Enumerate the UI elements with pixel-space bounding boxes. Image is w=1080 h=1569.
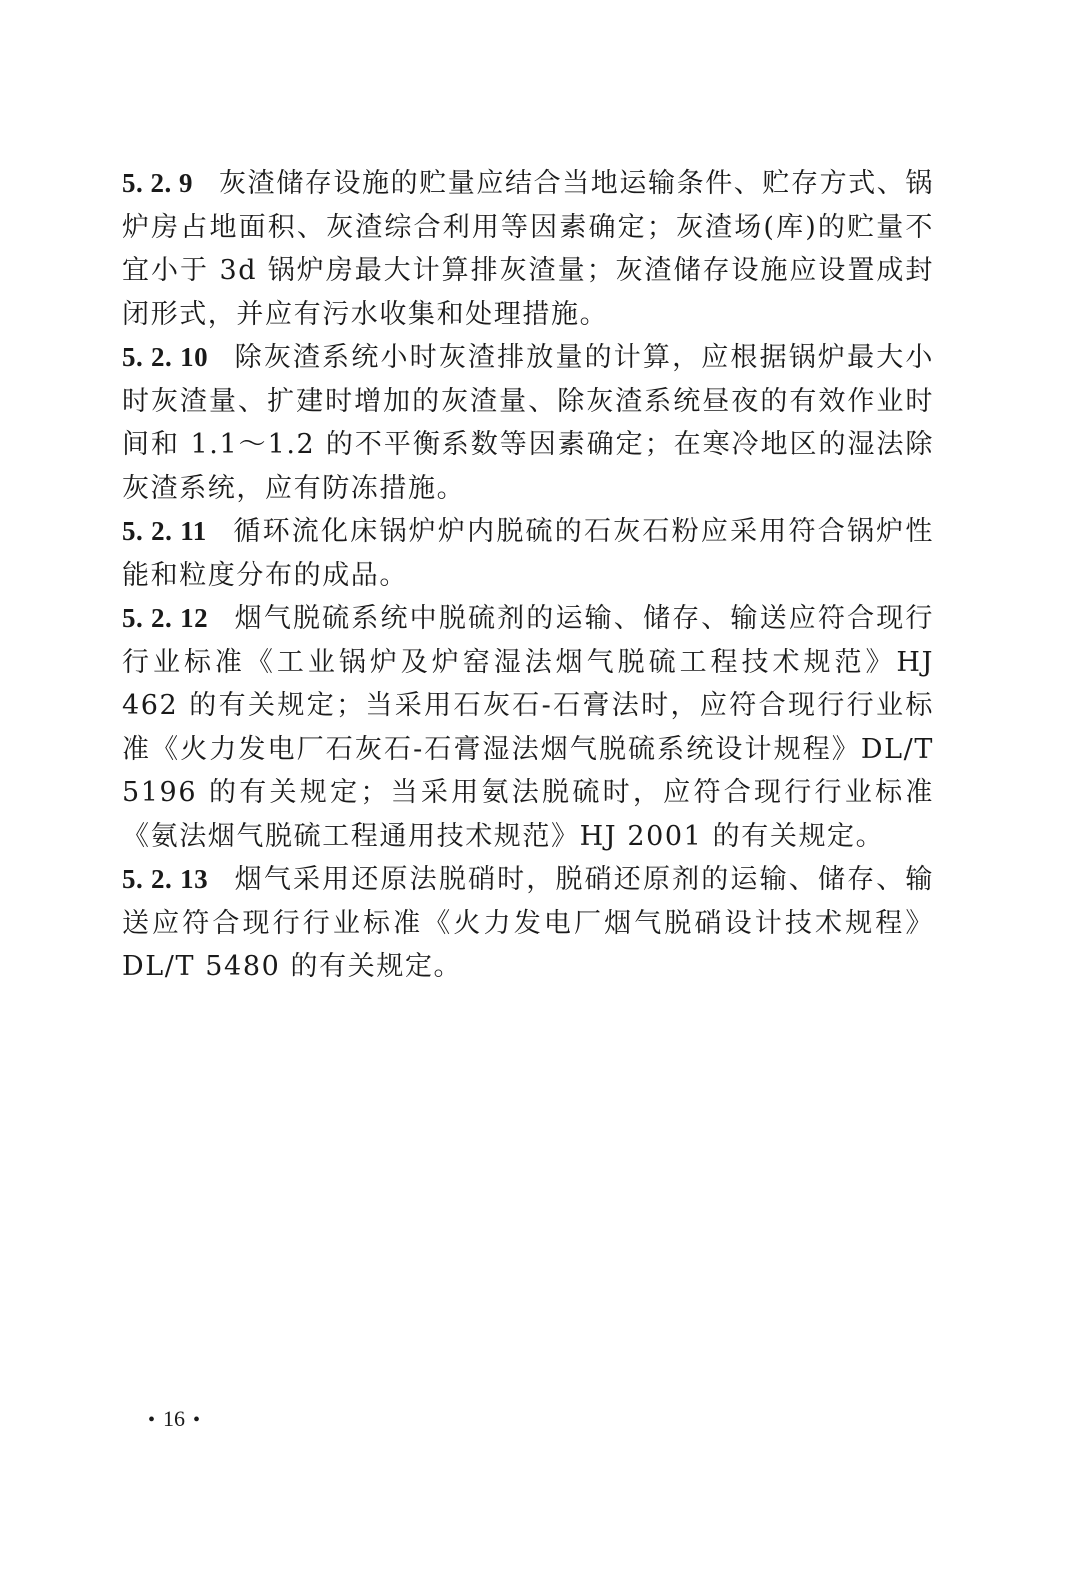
- page-footer: [140, 1406, 208, 1432]
- clause-5-2-12: [122, 597, 934, 858]
- bullet-dot-icon: •: [193, 1409, 201, 1431]
- clause-number: 5. 2. 9: [122, 168, 193, 198]
- clause-5-2-9: [122, 162, 934, 336]
- clause-text: 烟气采用还原法脱硝时，脱硝还原剂的运输、储存、输送应符合现行行业标准《火力发电厂烟气脱硝设计技术规程》DL/T 5480 的有关规定。: [122, 864, 934, 982]
- clause-number: 5. 2. 13: [122, 864, 209, 894]
- clause-5-2-13: [122, 858, 934, 989]
- clause-text: 烟气脱硫系统中脱硫剂的运输、储存、输送应符合现行行业标准《工业锅炉及炉窑湿法烟气脱硫工程技术规范》HJ 462 的有关规定；当采用石灰石-石膏法时，应符合现行行业标准《火力发电厂石灰石-石膏湿法烟气脱硫系统设计规程》DL/T 5196 的有关规定；当采用氨法脱硫时，应符合现行行业标准《氨法烟气脱硫工程通用技术规范》HJ 2001 的有关规定。: [122, 603, 934, 852]
- clause-5-2-10: [122, 336, 934, 510]
- clause-list: [122, 162, 934, 989]
- bullet-dot-icon: •: [148, 1409, 156, 1431]
- clause-text: 循环流化床锅炉炉内脱硫的石灰石粉应采用符合锅炉性能和粒度分布的成品。: [122, 516, 934, 591]
- clause-number: 5. 2. 11: [122, 516, 207, 546]
- clause-5-2-11: [122, 510, 934, 597]
- clause-number: 5. 2. 10: [122, 342, 209, 372]
- page-number: 16: [163, 1406, 186, 1431]
- clause-text: 灰渣储存设施的贮量应结合当地运输条件、贮存方式、锅炉房占地面积、灰渣综合利用等因素确定；灰渣场(库)的贮量不宜小于 3d 锅炉房最大计算排灰渣量；灰渣储存设施应设置成封闭形式，并应有污水收集和处理措施。: [122, 168, 934, 330]
- clause-number: 5. 2. 12: [122, 603, 209, 633]
- clause-text: 除灰渣系统小时灰渣排放量的计算，应根据锅炉最大小时灰渣量、扩建时增加的灰渣量、除灰渣系统昼夜的有效作业时间和 1.1～1.2 的不平衡系数等因素确定；在寒冷地区的湿法除灰渣系统，应有防冻措施。: [122, 342, 934, 504]
